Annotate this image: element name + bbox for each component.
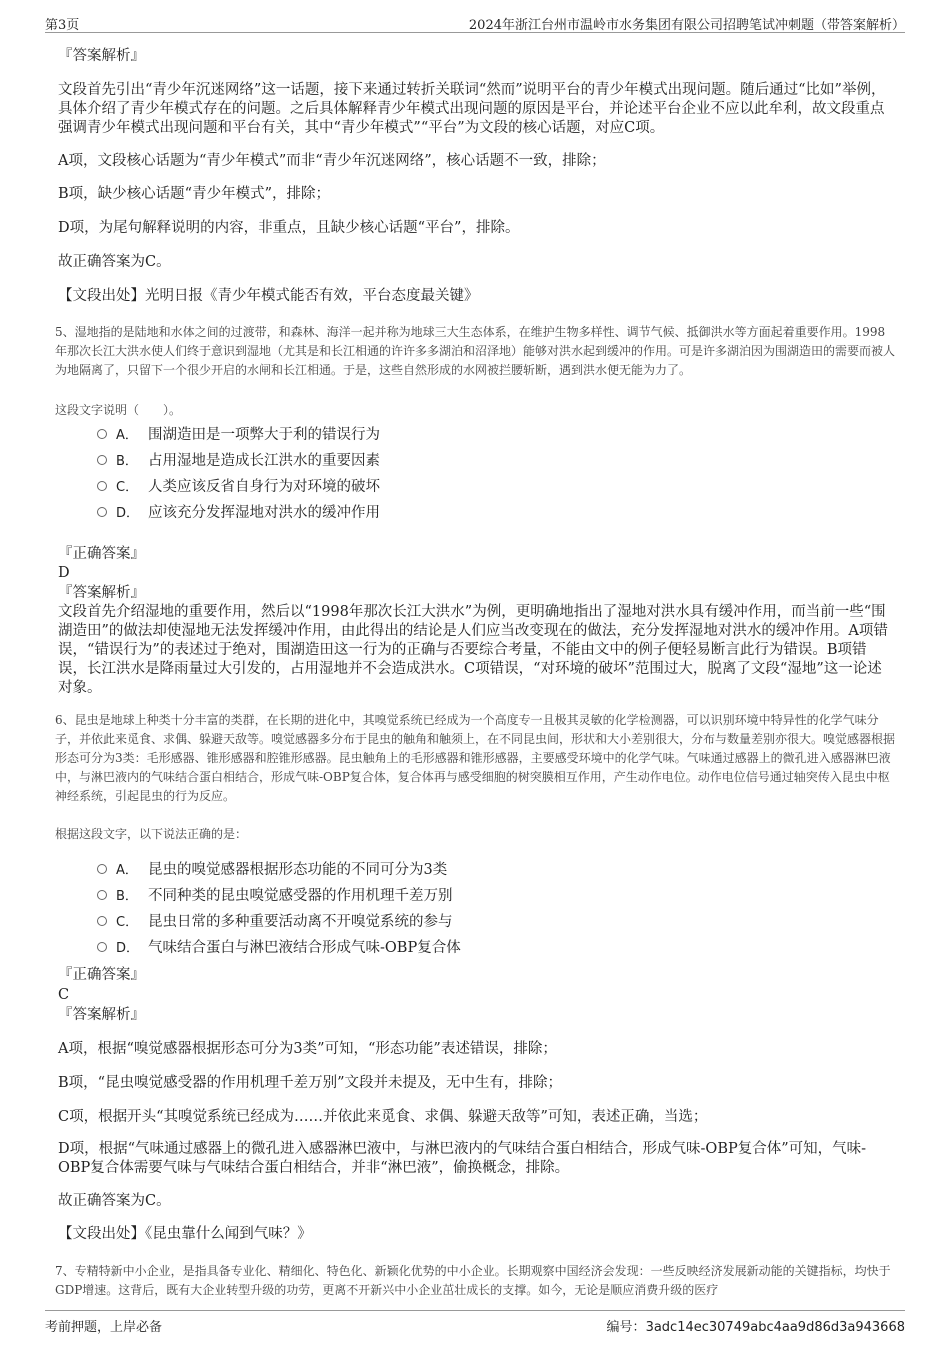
- q6-option-a[interactable]: A． 昆虫的嗅觉感器根据形态功能的不同可分为3类: [97, 860, 447, 880]
- q4-option-b-explanation: B项，缺少核心话题“青少年模式”，排除；: [58, 186, 330, 202]
- page-number: 第3页: [45, 18, 80, 33]
- radio-icon[interactable]: [97, 890, 107, 900]
- q5-answer: D: [58, 565, 70, 581]
- q6-option-c[interactable]: C． 昆虫日常的多种重要活动离不开嗅觉系统的参与: [97, 912, 453, 932]
- q6-conclusion: 故正确答案为C。: [58, 1193, 171, 1209]
- document-title: 2024年浙江台州市温岭市水务集团有限公司招聘笔试冲刺题（带答案解析）: [468, 18, 905, 33]
- q4-analysis-label: 『答案解析』: [58, 48, 145, 64]
- q6-stem: 6、昆虫是地球上种类十分丰富的类群，在长期的进化中，其嗅觉系统已经成为一个高度专一且极其灵敏的化学检测器，可以识别环境中特异性的化学气味分子，并依此来觅食、求偶、躲避天敌等。嗅觉感器多分布于昆虫的触角和触须上，在不同昆虫间，形状和大小差别很大，分布与数量差别亦很大。嗅觉感器根据形态可分为3类：毛形感器、锥形感器和腔锥形感器。昆虫触角上的毛形感器和锥形感器，主要感受环境中的化学气味。气味通过感器上的微孔进入感器淋巴液中，与淋巴液内的气味结合蛋白相结合，形成气味-OBP复合体，复合体再与感受细胞的树突膜相互作用，产生动作电位。动作电位信号通过轴突传入昆虫中枢神经系统，引起昆虫的行为反应。: [55, 713, 896, 803]
- q6-answer-label: 『正确答案』: [58, 967, 145, 983]
- q6-question: 根据这段文字，以下说法正确的是：: [55, 827, 248, 841]
- radio-icon[interactable]: [97, 507, 107, 517]
- q5-stem: 5、湿地指的是陆地和水体之间的过渡带，和森林、海洋一起并称为地球三大生态体系，在维护生物多样性、调节气候、抵御洪水等方面起着重要作用。1998年那次长江大洪水使人们终于意识到湿地（尤其是和长江相通的许许多多湖泊和沼泽地）能够对洪水起到缓冲的作用。可是许多湖泊因为围湖造田的需要而被人为地隔离了，只留下一个很少开启的水闸和长江相通。于是，这些自然形成的水网被拦腰斩断，遇到洪水便无能为力了。: [55, 325, 896, 377]
- q7-stem: 7、专精特新中小企业，是指具备专业化、精细化、特色化、新颖化优势的中小企业。长期观察中国经济会发现：一些反映经济发展新动能的关键指标，均快于GDP增速。这背后，既有大企业转型升级的功劳，更离不开新兴中小企业茁壮成长的支撑。如今，无论是顺应消费升级的医疗: [55, 1264, 891, 1297]
- q5-option-b[interactable]: B． 占用湿地是造成长江洪水的重要因素: [97, 451, 380, 471]
- q5-question: 这段文字说明（ ）。: [55, 403, 182, 417]
- q5-option-c[interactable]: C． 人类应该反省自身行为对环境的破坏: [97, 477, 380, 497]
- radio-icon[interactable]: [97, 429, 107, 439]
- q6-analysis-label: 『答案解析』: [58, 1007, 145, 1023]
- radio-icon[interactable]: [97, 916, 107, 926]
- q4-conclusion: 故正确答案为C。: [58, 254, 171, 270]
- q6-option-c-explanation: C项，根据开头“其嗅觉系统已经成为……并依此来觅食、求偶、躲避天敌等”可知，表述正确，当选；: [58, 1109, 708, 1125]
- page-header: [45, 12, 905, 33]
- q4-source: 【文段出处】光明日报《青少年模式能否有效，平台态度最关键》: [58, 288, 479, 304]
- q6-option-b[interactable]: B． 不同种类的昆虫嗅觉感受器的作用机理千差万别: [97, 886, 453, 906]
- radio-icon[interactable]: [97, 481, 107, 491]
- q5-option-a[interactable]: A． 围湖造田是一项弊大于利的错误行为: [97, 425, 380, 445]
- footer-slogan: 考前押题，上岸必备: [45, 1320, 163, 1335]
- document-code: 编号：3adc14ec30749abc4aa9d86d3a943668: [606, 1320, 905, 1335]
- q6-source: 【文段出处】《昆虫靠什么闻到气味？》: [58, 1226, 312, 1242]
- q6-option-d-explanation: D项，根据“气味通过感器上的微孔进入感器淋巴液中，与淋巴液内的气味结合蛋白相结合，形成气味-OBP复合体”可知，气味-OBP复合体需要气味与气味结合蛋白相结合，并非“淋巴液”，偷换概念，排除。: [58, 1141, 867, 1176]
- q6-option-d[interactable]: D． 气味结合蛋白与淋巴液结合形成气味-OBP复合体: [97, 938, 461, 958]
- q6-option-b-explanation: B项，“昆虫嗅觉感受器的作用机理千差万别”文段并未提及，无中生有，排除；: [58, 1075, 562, 1091]
- q6-answer: C: [58, 987, 70, 1003]
- q5-answer-label: 『正确答案』: [58, 546, 145, 562]
- q4-analysis: 文段首先引出“青少年沉迷网络”这一话题，接下来通过转折关联词“然而”说明平台的青少年模式出现问题。随后通过“比如”举例，具体介绍了青少年模式存在的问题。之后具体解释青少年模式出现问题的原因是平台，并论述平台企业不应以此牟利，故文段重点强调青少年模式出现问题和平台有关，其中“青少年模式”“平台”为文段的核心话题，对应C项。: [58, 82, 886, 136]
- q6-option-a-explanation: A项，根据“嗅觉感器根据形态可分为3类”可知，“形态功能”表述错误，排除；: [58, 1041, 557, 1057]
- page-footer: [45, 1310, 905, 1335]
- radio-icon[interactable]: [97, 455, 107, 465]
- q4-option-d-explanation: D项，为尾句解释说明的内容，非重点，且缺少核心话题“平台”，排除。: [58, 220, 520, 236]
- q4-option-a-explanation: A项，文段核心话题为“青少年模式”而非“青少年沉迷网络”，核心话题不一致，排除；: [58, 153, 606, 169]
- q5-analysis-label: 『答案解析』: [58, 585, 145, 601]
- radio-icon[interactable]: [97, 864, 107, 874]
- q5-option-d[interactable]: D． 应该充分发挥湿地对洪水的缓冲作用: [97, 503, 380, 523]
- radio-icon[interactable]: [97, 942, 107, 952]
- q5-analysis: 文段首先介绍湿地的重要作用，然后以“1998年那次长江大洪水”为例，更明确地指出了湿地对洪水具有缓冲作用，而当前一些“围湖造田”的做法却使湿地无法发挥缓冲作用，由此得出的结论是人们应当改变现在的做法，充分发挥湿地对洪水的缓冲作用。A项错误，“错误行为”的表述过于绝对，围湖造田这一行为的正确与否要综合考量，不能由文中的例子便轻易断言此行为错误。B项错误，长江洪水是降雨量过大引发的，占用湿地并不会造成洪水。C项错误，“对环境的破坏”范围过大，脱离了文段“湿地”这一论述对象。: [58, 604, 888, 696]
